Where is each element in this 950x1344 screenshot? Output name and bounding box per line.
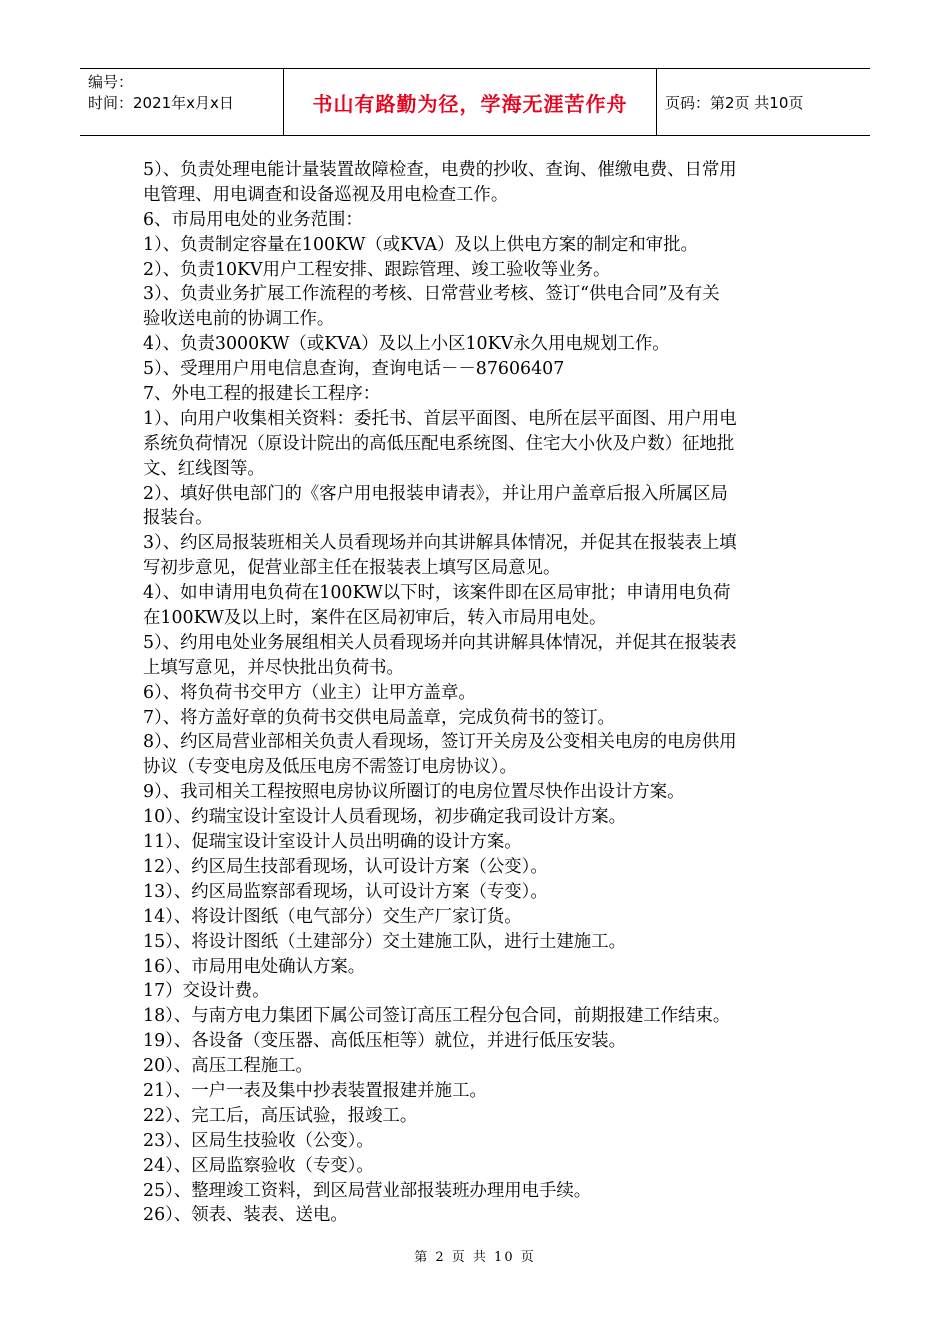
text-line: 17）交设计费。 (143, 981, 270, 1002)
text-line: 2）、负责10KV用户工程安排、跟踪管理、竣工验收等业务。 (143, 259, 611, 280)
text-line: 24）、区局监察验收（专变）。 (143, 1155, 374, 1176)
text-line: 8）、约区局营业部相关负责人看现场，签订开关房及公变相关电房的电房供用 (143, 732, 737, 753)
text-line: 写初步意见，促营业部主任在报装表上填写区局意见。 (143, 558, 561, 579)
header-meta (80, 69, 283, 135)
text-line: 上填写意见，并尽快批出负荷书。 (143, 657, 404, 678)
text-line: 16）、市局用电处确认方案。 (143, 956, 366, 977)
text-line: 1）、负责制定容量在100KW（或KVA）及以上供电方案的制定和审批。 (143, 234, 698, 255)
text-line: 22）、完工后，高压试验，报竣工。 (143, 1105, 418, 1126)
text-line: 21）、一户一表及集中抄表装置报建并施工。 (143, 1080, 487, 1101)
header-motto: 书山有路勤为径，学海无涯苦作舟 (312, 91, 628, 116)
text-line: 验收送电前的协调工作。 (143, 309, 335, 330)
text-line: 6、市局用电处的业务范围： (143, 209, 363, 230)
text-line: 20）、高压工程施工。 (143, 1056, 313, 1077)
header-page-info: 页码：第2页 共10页 (665, 93, 804, 112)
text-line: 25）、整理竣工资料，到区局营业部报装班办理用电手续。 (143, 1180, 592, 1201)
text-line: 23）、区局生技验收（公变）。 (143, 1130, 374, 1151)
text-line: 18）、与南方电力集团下属公司签订高压工程分包合同，前期报建工作结束。 (143, 1006, 731, 1027)
text-line: 3）、约区局报装班相关人员看现场并向其讲解具体情况，并促其在报装表上填 (143, 533, 737, 554)
text-line: 文、红线图等。 (143, 458, 265, 479)
text-line: 6）、将负荷书交甲方（业主）让甲方盖章。 (143, 682, 476, 703)
text-line: 26）、领表、装表、送电。 (143, 1205, 348, 1226)
document-number-label: 编号： (88, 73, 134, 91)
text-line: 系统负荷情况（原设计院出的高低压配电系统图、住宅大小伙及户数）征地批 (143, 433, 735, 454)
text-line: 12）、约区局生技部看现场，认可设计方案（公变）。 (143, 856, 548, 877)
document-body (143, 158, 815, 1228)
text-line: 19）、各设备（变压器、高低压柜等）就位，并进行低压安装。 (143, 1031, 626, 1052)
text-line: 13）、约区局监察部看现场，认可设计方案（专变）。 (143, 881, 548, 902)
text-line: 报装台。 (143, 508, 213, 529)
page-header (80, 68, 870, 136)
text-line: 1）、向用户收集相关资料：委托书、首层平面图、电所在层平面图、用户用电 (143, 408, 737, 429)
text-line: 10）、约瑞宝设计室设计人员看现场，初步确定我司设计方案。 (143, 807, 626, 828)
text-line: 14）、将设计图纸（电气部分）交生产厂家订货。 (143, 906, 522, 927)
page-footer: 第 2 页 共 10 页 (414, 1250, 536, 1265)
text-line: 5）、负责处理电能计量装置故障检查，电费的抄收、查询、催缴电费、日常用 (143, 160, 737, 180)
text-line: 9）、我司相关工程按照电房协议所圈订的电房位置尽快作出设计方案。 (143, 782, 685, 803)
text-line: 7、外电工程的报建长工程序： (143, 384, 381, 405)
text-line: 5）、约用电处业务展组相关人员看现场并向其讲解具体情况，并促其在报装表 (143, 632, 737, 653)
text-line: 15）、将设计图纸（土建部分）交土建施工队，进行土建施工。 (143, 931, 626, 952)
text-line: 7）、将方盖好章的负荷书交供电局盖章，完成负荷书的签订。 (143, 707, 615, 728)
text-line: 2）、填好供电部门的《客户用电报装申请表》，并让用户盖章后报入所属区局 (143, 483, 728, 504)
text-line: 在100KW及以上时，案件在区局初审后，转入市局用电处。 (143, 608, 607, 629)
header-motto-cell (283, 69, 657, 135)
text-line: 4）、如申请用电负荷在100KW以下时，该案件即在区局审批；申请用电负荷 (143, 583, 731, 604)
text-line: 电管理、用电调查和设备巡视及用电检查工作。 (143, 184, 509, 205)
text-line: 5）、受理用户用电信息查询，查询电话－－87606407 (143, 359, 565, 380)
text-line: 4）、负责3000KW（或KVA）及以上小区10KV永久用电规划工作。 (143, 334, 670, 355)
text-line: 11）、促瑞宝设计室设计人员出明确的设计方案。 (143, 832, 522, 853)
text-line: 协议（专变电房及低压电房不需签订电房协议）。 (143, 757, 517, 778)
document-date: 时间：2021年x月x日 (88, 94, 234, 112)
text-line: 3）、负责业务扩展工作流程的考核、日常营业考核、签订“供电合同”及有关 (143, 284, 720, 305)
